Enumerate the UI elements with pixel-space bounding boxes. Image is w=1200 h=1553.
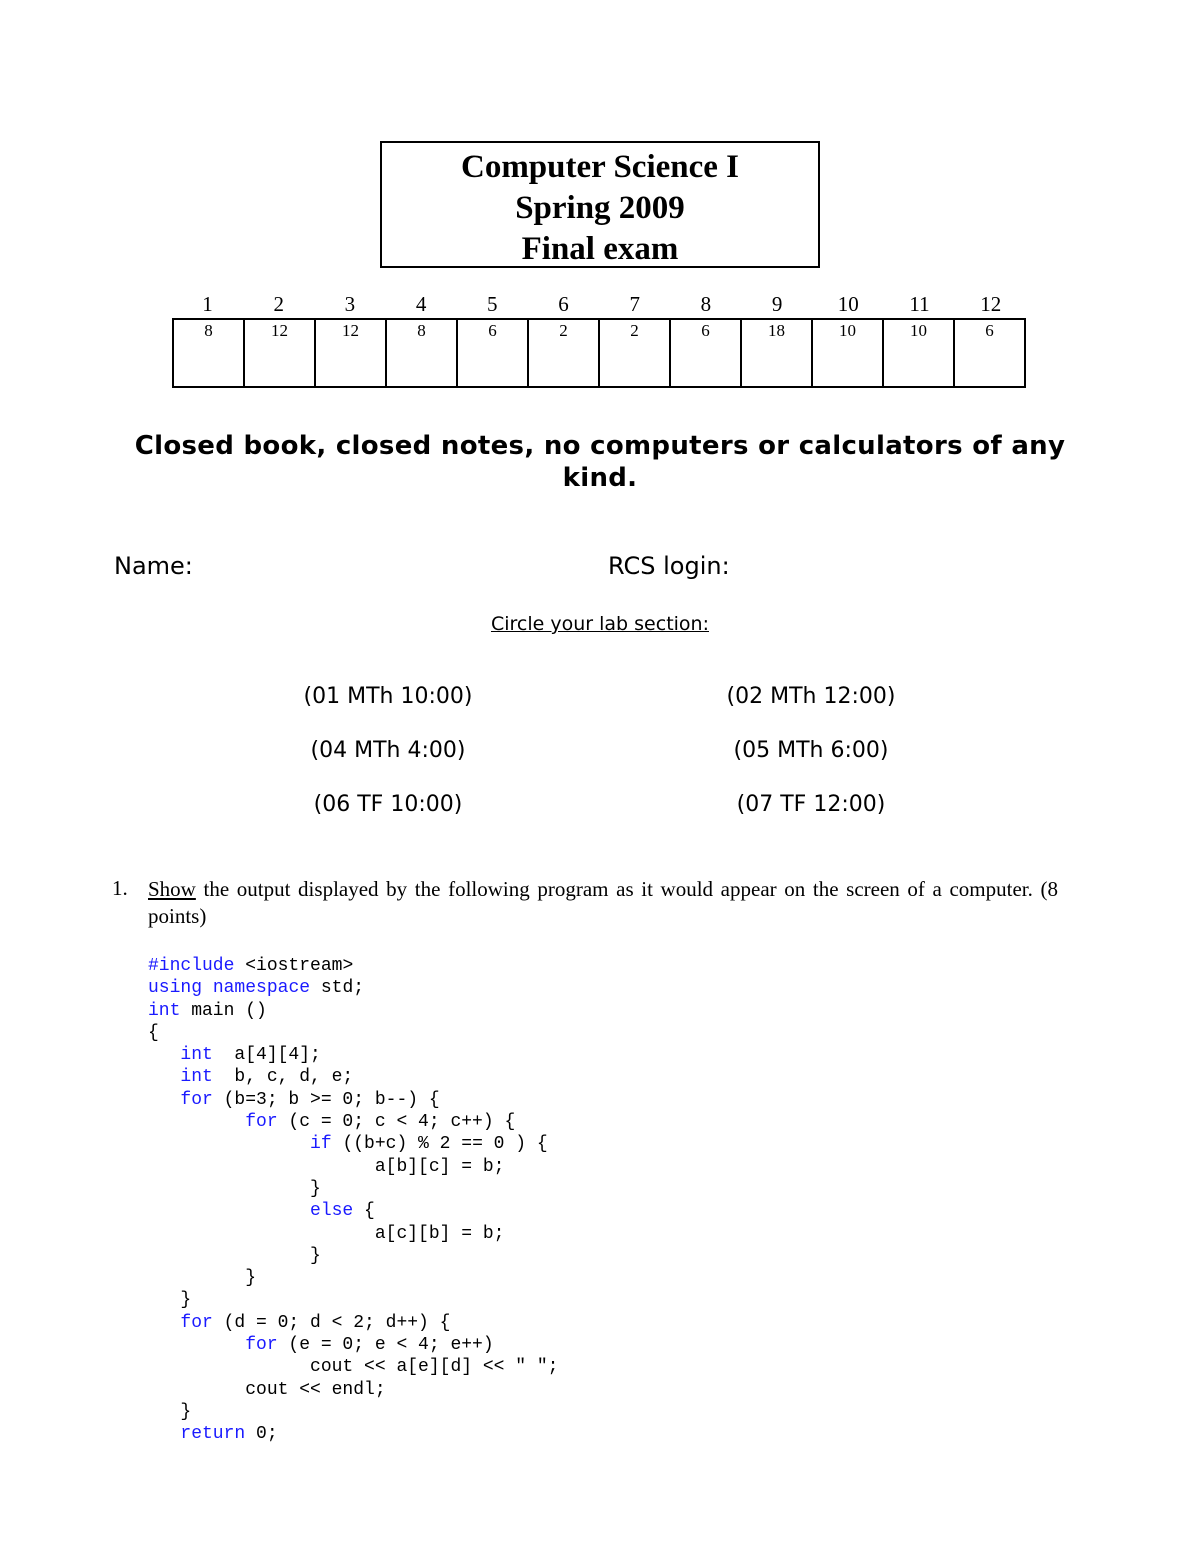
code-line — [148, 1067, 353, 1087]
problem-number: 11 — [909, 292, 930, 316]
points-cell: 8 — [173, 319, 244, 387]
code-line — [148, 1424, 278, 1444]
exam-title-box — [380, 141, 820, 268]
term-title: Spring 2009 — [515, 190, 685, 226]
code-line — [148, 1380, 386, 1400]
code-keyword: for — [245, 1335, 278, 1356]
lab-section-option[interactable]: (05 MTh 6:00) — [733, 738, 889, 763]
lab-section-heading: Circle your lab section: — [490, 613, 709, 635]
code-text: { — [353, 1201, 375, 1222]
question-text — [148, 876, 1058, 930]
course-title: Computer Science I — [460, 149, 740, 185]
name-label: Name: — [114, 552, 193, 580]
code-text — [148, 1313, 180, 1333]
code-text: b, c, d, e; — [212, 1067, 354, 1088]
code-text: (e = 0; e < 4; e++) — [277, 1335, 494, 1356]
code-text: <iostream> — [234, 956, 354, 976]
code-text — [148, 1201, 310, 1221]
code-text: a[4][4]; — [212, 1045, 321, 1066]
question-body: the output displayed by the following program as it would appear on the screen of a computer. (8 points) — [148, 877, 1058, 928]
code-line — [148, 978, 364, 998]
lab-section-option[interactable]: (02 MTh 12:00) — [726, 684, 896, 709]
lab-section-option[interactable]: (01 MTh 10:00) — [303, 684, 473, 709]
code-text: } — [148, 1290, 192, 1311]
code-line — [148, 1290, 191, 1310]
code-line — [148, 1134, 548, 1154]
question-number: 1. — [112, 876, 128, 900]
code-line — [148, 1090, 440, 1110]
points-cell: 18 — [741, 319, 812, 387]
score-table — [172, 318, 1026, 388]
code-keyword: int — [180, 1067, 213, 1088]
code-text — [148, 1112, 245, 1132]
code-text — [148, 1045, 180, 1065]
problem-number: 1 — [202, 292, 213, 316]
code-text: a[c][b] = b; — [148, 1223, 505, 1244]
code-line — [148, 1201, 375, 1221]
code-line — [148, 1357, 558, 1377]
rcs-login-label: RCS login: — [608, 552, 730, 580]
code-text: a[b][c] = b; — [148, 1156, 505, 1177]
points-cell: 10 — [812, 319, 883, 387]
code-text: ((b+c) % 2 == 0 ) { — [331, 1134, 548, 1155]
problem-number: 7 — [629, 292, 640, 316]
points-cell: 2 — [528, 319, 599, 387]
code-keyword: namespace — [212, 978, 311, 999]
code-text: (c = 0; c < 4; c++) { — [277, 1112, 516, 1133]
code-text: } — [148, 1178, 321, 1199]
points-row — [173, 319, 1025, 387]
code-line — [148, 1157, 504, 1177]
points-cell: 6 — [954, 319, 1025, 387]
code-keyword: for — [180, 1312, 213, 1333]
problem-number: 8 — [700, 292, 712, 316]
code-keyword: if — [310, 1134, 332, 1155]
exam-instructions: Closed book, closed notes, no computers or calculators of any kind. — [134, 431, 1066, 493]
code-text: 0; — [245, 1424, 278, 1445]
code-text: (b=3; b >= 0; b--) { — [212, 1089, 440, 1110]
lab-section-option[interactable]: (04 MTh 4:00) — [310, 738, 466, 763]
code-keyword: #include — [148, 956, 235, 976]
code-line — [148, 1313, 450, 1333]
code-text — [148, 1134, 310, 1154]
problem-number: 3 — [344, 292, 356, 316]
exam-name: Final exam — [521, 231, 679, 267]
problem-number: 4 — [415, 292, 427, 316]
code-text: } — [148, 1245, 321, 1266]
points-cell: 8 — [386, 319, 457, 387]
points-cell: 6 — [670, 319, 741, 387]
code-line — [148, 1224, 504, 1244]
code-text: cout << a[e][d] << " "; — [148, 1357, 559, 1378]
code-listing — [148, 955, 558, 1446]
code-line — [148, 1402, 191, 1422]
code-text: std; — [310, 978, 365, 999]
code-text — [202, 978, 213, 998]
problem-number: 6 — [558, 292, 569, 316]
code-keyword: int — [180, 1045, 213, 1066]
code-line — [148, 1023, 159, 1043]
code-text: } — [148, 1401, 192, 1422]
code-line — [148, 1001, 267, 1021]
problem-number: 12 — [980, 292, 1002, 316]
code-line — [148, 1045, 321, 1065]
code-keyword: using — [148, 978, 203, 999]
code-text: } — [148, 1268, 257, 1289]
code-line — [148, 956, 353, 976]
lab-section-option[interactable]: (06 TF 10:00) — [313, 792, 463, 817]
problem-number: 10 — [837, 292, 859, 316]
code-text — [148, 1067, 180, 1087]
code-text — [148, 1424, 180, 1444]
points-cell: 12 — [315, 319, 386, 387]
code-line — [148, 1246, 321, 1266]
code-keyword: for — [180, 1089, 213, 1110]
code-keyword: return — [180, 1424, 246, 1445]
code-line — [148, 1335, 494, 1355]
code-text: cout << endl; — [148, 1379, 386, 1400]
code-text: { — [148, 1022, 159, 1043]
problem-numbers-row — [172, 292, 1028, 318]
code-text — [148, 1335, 245, 1355]
code-line — [148, 1268, 256, 1288]
problem-number: 9 — [771, 292, 783, 316]
question-verb: Show — [148, 877, 196, 901]
points-cell: 2 — [599, 319, 670, 387]
points-cell: 6 — [457, 319, 528, 387]
code-text — [148, 1090, 180, 1110]
code-keyword: for — [245, 1112, 278, 1133]
points-cell: 10 — [883, 319, 954, 387]
lab-section-option[interactable]: (07 TF 12:00) — [736, 792, 886, 817]
code-text: (d = 0; d < 2; d++) { — [212, 1312, 451, 1333]
points-cell: 12 — [244, 319, 315, 387]
code-keyword: int — [148, 1000, 181, 1021]
code-line — [148, 1112, 515, 1132]
code-text: main () — [180, 1000, 267, 1021]
code-keyword: else — [310, 1201, 354, 1222]
code-line — [148, 1179, 321, 1199]
problem-number: 5 — [487, 292, 498, 316]
problem-number: 2 — [273, 292, 284, 316]
